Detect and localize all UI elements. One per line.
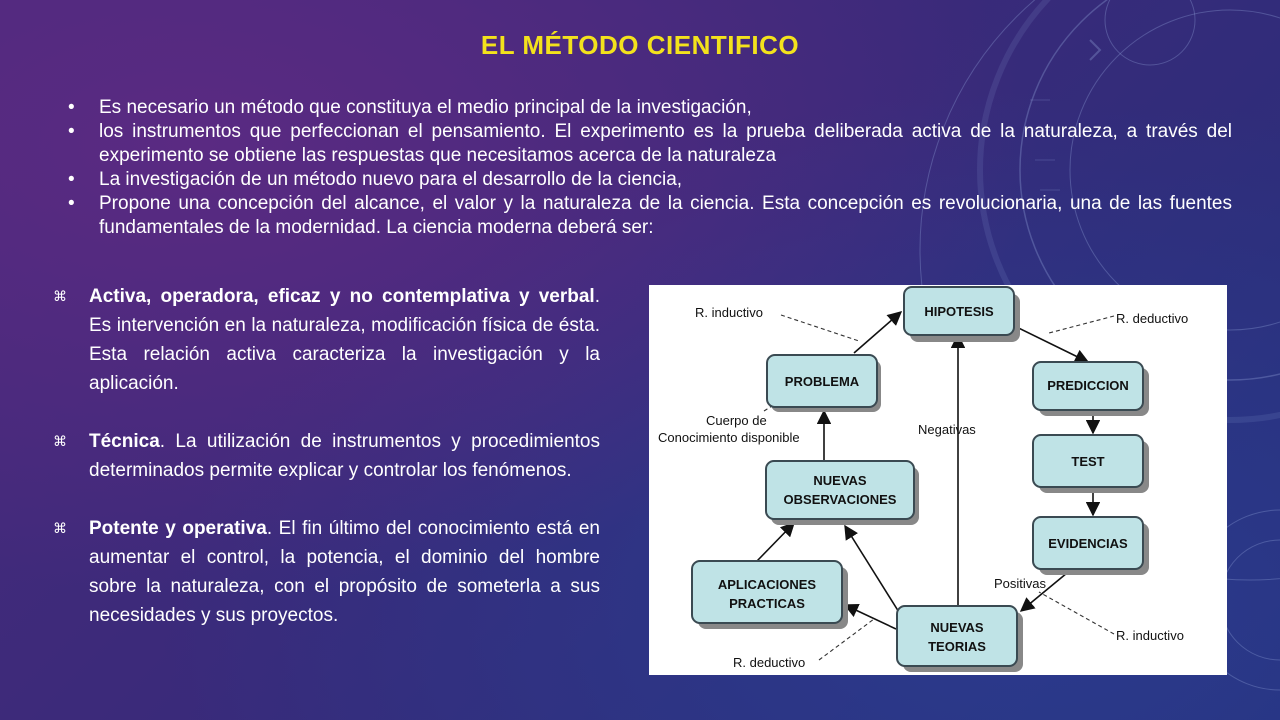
node-label: OBSERVACIONES [783, 492, 897, 507]
bullet-marker: • [68, 121, 75, 142]
diagram-canvas [649, 285, 1227, 675]
intro-bullet [60, 120, 1232, 168]
node-evidencias [1033, 517, 1149, 575]
characteristic-heading: Técnica [89, 431, 160, 452]
node-problema [767, 355, 881, 412]
node-prediccion [1033, 362, 1149, 416]
node-nuevas-observaciones [766, 461, 919, 525]
label-r-inductivo-bottom: R. inductivo [1116, 628, 1184, 643]
node-label: HIPOTESIS [924, 304, 994, 319]
characteristics-bullet-list [50, 282, 600, 659]
node-hipotesis [904, 287, 1020, 342]
node-label: NUEVAS [930, 620, 984, 635]
characteristic-heading: Activa, operadora, eficaz y no contemplativa y verbal [89, 286, 595, 307]
characteristic-bullet [50, 514, 600, 630]
node-nuevas-teorias [897, 606, 1023, 672]
dashed-r-inductivo-bottom [1039, 592, 1114, 634]
node-label: APLICACIONES [717, 577, 817, 592]
intro-bullet-text: Propone una concepción del alcance, el valor y la naturaleza de la ciencia. Esta concepción es revolucionaria, una de las fuentes fundamentales de la modernidad. La ciencia moderna deberá ser: [99, 193, 1232, 238]
scientific-method-diagram [649, 285, 1227, 675]
node-label: PROBLEMA [784, 374, 860, 389]
bullet-marker: • [68, 193, 75, 214]
node-label: TEORIAS [928, 639, 986, 654]
slide-title: EL MÉTODO CIENTIFICO [480, 30, 800, 60]
node-label: PREDICCION [1047, 378, 1129, 393]
label-positivas: Positivas [994, 576, 1047, 591]
dashed-r-deductivo-top [1049, 316, 1114, 333]
label-r-deductivo-top: R. deductivo [1116, 311, 1189, 326]
bullet-symbol-icon: ⌘ [53, 520, 67, 536]
bullet-marker: • [68, 97, 75, 118]
characteristic-bullet [50, 282, 600, 398]
characteristic-heading: Potente y operativa [89, 518, 267, 539]
bullet-symbol-icon: ⌘ [53, 288, 67, 304]
arrow-nuevas-teorias-aplicaciones [845, 605, 896, 629]
bullet-symbol-icon: ⌘ [53, 433, 67, 449]
intro-bullet [60, 192, 1232, 240]
intro-bullet-text: Es necesario un método que constituya el medio principal de la investigación, [99, 97, 752, 118]
label-cuerpo-line1: Cuerpo de [706, 413, 767, 428]
intro-bullet-list [60, 96, 1232, 240]
label-cuerpo-line2: Conocimiento disponible [658, 430, 800, 445]
node-aplicaciones-practicas [692, 561, 848, 629]
node-label: PRACTICAS [729, 596, 805, 611]
characteristic-text: . El fin último del conocimiento está en aumentar el control, la potencia, el dominio del hombre sobre la naturaleza, con el propósito de someterla a sus necesidades y sus proyectos. [89, 518, 601, 626]
node-label: EVIDENCIAS [1048, 536, 1128, 551]
label-negativas: Negativas [918, 422, 976, 437]
bullet-marker: • [68, 169, 75, 190]
characteristic-bullet [50, 427, 600, 485]
intro-bullet-text: los instrumentos que perfeccionan el pensamiento. El experimento es la prueba deliberada activa de la naturaleza, a través del experimento se obtiene las respuestas que necesitamos acerca de la naturaleza [99, 121, 1232, 166]
arrow-problema-hipotesis [854, 312, 901, 353]
label-r-inductivo-top: R. inductivo [695, 305, 763, 320]
label-r-deductivo-bottom: R. deductivo [733, 655, 806, 670]
arrow-aplicaciones-observaciones [757, 523, 794, 561]
intro-bullet [60, 168, 1232, 192]
characteristic-text: . Es intervención en la naturaleza, modificación física de ésta. Esta relación activa caracteriza la investigación y la aplicación. [89, 286, 600, 394]
node-label: TEST [1071, 454, 1105, 469]
intro-bullet [60, 96, 1232, 120]
node-label: NUEVAS [813, 473, 867, 488]
characteristic-text: . La utilización de instrumentos y procedimientos determinados permite explicar y controlar los fenómenos. [89, 431, 600, 481]
node-test [1033, 435, 1149, 493]
arrow-nuevas-teorias-observaciones [845, 526, 902, 617]
dashed-r-inductivo-top [781, 315, 859, 341]
intro-bullet-text: La investigación de un método nuevo para el desarrollo de la ciencia, [99, 169, 683, 190]
